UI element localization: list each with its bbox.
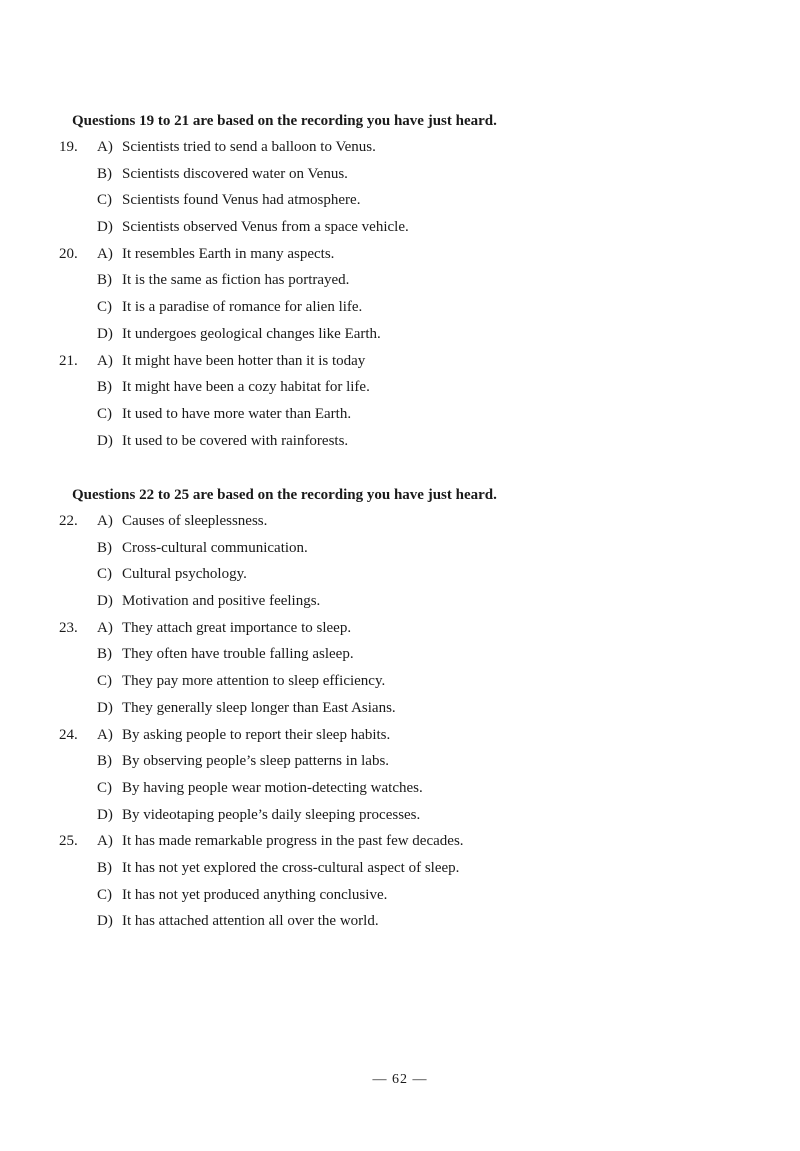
option-text: They pay more attention to sleep efficiency. (122, 673, 386, 690)
option-letter: A) (97, 139, 113, 155)
answer-option (72, 401, 732, 428)
answer-option (72, 294, 732, 321)
answer-option (72, 802, 732, 829)
option-text: It has made remarkable progress in the past few decades. (122, 833, 464, 850)
answer-option (72, 588, 732, 615)
option-letter: D) (97, 593, 113, 610)
option-text: Scientists observed Venus from a space vehicle. (122, 219, 409, 236)
option-letter: B) (97, 859, 112, 876)
option-text: Scientists found Venus had atmosphere. (122, 192, 361, 209)
option-letter: B) (97, 539, 112, 556)
section-heading: Questions 22 to 25 are based on the recording you have just heard. (72, 487, 497, 503)
option-text: It used to be covered with rainforests. (122, 432, 349, 449)
option-letter: C) (97, 779, 112, 796)
answer-option (72, 748, 732, 775)
answer-option (72, 187, 732, 214)
question-number: 19. (59, 139, 78, 155)
option-text: By videotaping people’s daily sleeping processes. (122, 806, 421, 823)
answer-option (72, 374, 732, 401)
option-letter: C) (97, 886, 112, 903)
option-text: It has not yet explored the cross-cultural aspect of sleep. (122, 859, 460, 876)
option-text: Cultural psychology. (122, 566, 247, 583)
option-text: Causes of sleeplessness. (122, 513, 268, 529)
answer-option (59, 241, 732, 268)
option-text: It has not yet produced anything conclusive. (122, 886, 388, 903)
option-letter: D) (97, 432, 113, 449)
option-letter: A) (97, 245, 113, 262)
question-section (59, 108, 732, 454)
option-letter: A) (97, 833, 113, 850)
question-number: 22. (59, 513, 78, 529)
answer-option (72, 321, 732, 348)
option-text: It used to have more water than Earth. (122, 405, 352, 422)
option-letter: A) (97, 352, 113, 369)
option-letter: B) (97, 165, 112, 182)
question-number: 21. (59, 352, 78, 369)
option-text: By asking people to report their sleep habits. (122, 726, 391, 743)
option-text: It is the same as fiction has portrayed. (122, 272, 350, 289)
option-letter: A) (97, 726, 113, 743)
option-letter: D) (97, 699, 113, 716)
option-letter: B) (97, 272, 112, 289)
option-letter: A) (97, 619, 113, 636)
option-letter: C) (97, 405, 112, 422)
answer-option (72, 882, 732, 909)
answer-option (72, 908, 732, 935)
option-letter: C) (97, 566, 112, 583)
option-text: They generally sleep longer than East Asians. (122, 699, 396, 716)
answer-option (59, 722, 732, 749)
option-text: Scientists tried to send a balloon to Venus. (122, 139, 376, 155)
option-text: Cross-cultural communication. (122, 539, 308, 556)
answer-option (59, 828, 732, 855)
option-text: They often have trouble falling asleep. (122, 646, 354, 663)
option-text: By having people wear motion-detecting watches. (122, 779, 423, 796)
option-letter: A) (97, 513, 113, 529)
answer-option (59, 615, 732, 642)
answer-option (72, 855, 732, 882)
question-number: 25. (59, 833, 78, 850)
answer-option (72, 214, 732, 241)
answer-option (59, 134, 732, 161)
answer-option (59, 508, 732, 535)
option-text: It might have been a cozy habitat for life. (122, 379, 370, 396)
option-letter: D) (97, 913, 113, 930)
option-letter: C) (97, 299, 112, 316)
option-text: They attach great importance to sleep. (122, 619, 352, 636)
option-text: It is a paradise of romance for alien life. (122, 299, 363, 316)
answer-option (72, 695, 732, 722)
option-letter: C) (97, 673, 112, 690)
question-number: 20. (59, 245, 78, 262)
question-section (59, 482, 732, 935)
question-number: 23. (59, 619, 78, 636)
answer-option (72, 428, 732, 455)
option-letter: D) (97, 219, 113, 236)
option-letter: B) (97, 379, 112, 396)
option-text: It might have been hotter than it is today (122, 352, 366, 369)
option-letter: D) (97, 325, 113, 342)
answer-option (72, 161, 732, 188)
answer-option (72, 267, 732, 294)
answer-option (72, 641, 732, 668)
page-number: — 62 — (372, 1072, 428, 1087)
option-text: Motivation and positive feelings. (122, 593, 321, 610)
section-heading: Questions 19 to 21 are based on the recording you have just heard. (72, 113, 497, 129)
answer-option (59, 348, 732, 375)
answer-option (72, 561, 732, 588)
answer-option (72, 535, 732, 562)
option-text: It undergoes geological changes like Earth. (122, 325, 381, 342)
option-letter: B) (97, 646, 112, 663)
option-letter: B) (97, 753, 112, 770)
option-text: It resembles Earth in many aspects. (122, 245, 335, 262)
option-letter: D) (97, 806, 113, 823)
answer-option (72, 668, 732, 695)
option-letter: C) (97, 192, 112, 209)
question-number: 24. (59, 726, 78, 743)
option-text: Scientists discovered water on Venus. (122, 165, 348, 182)
answer-option (72, 775, 732, 802)
option-text: It has attached attention all over the world. (122, 913, 379, 930)
option-text: By observing people’s sleep patterns in labs. (122, 753, 390, 770)
